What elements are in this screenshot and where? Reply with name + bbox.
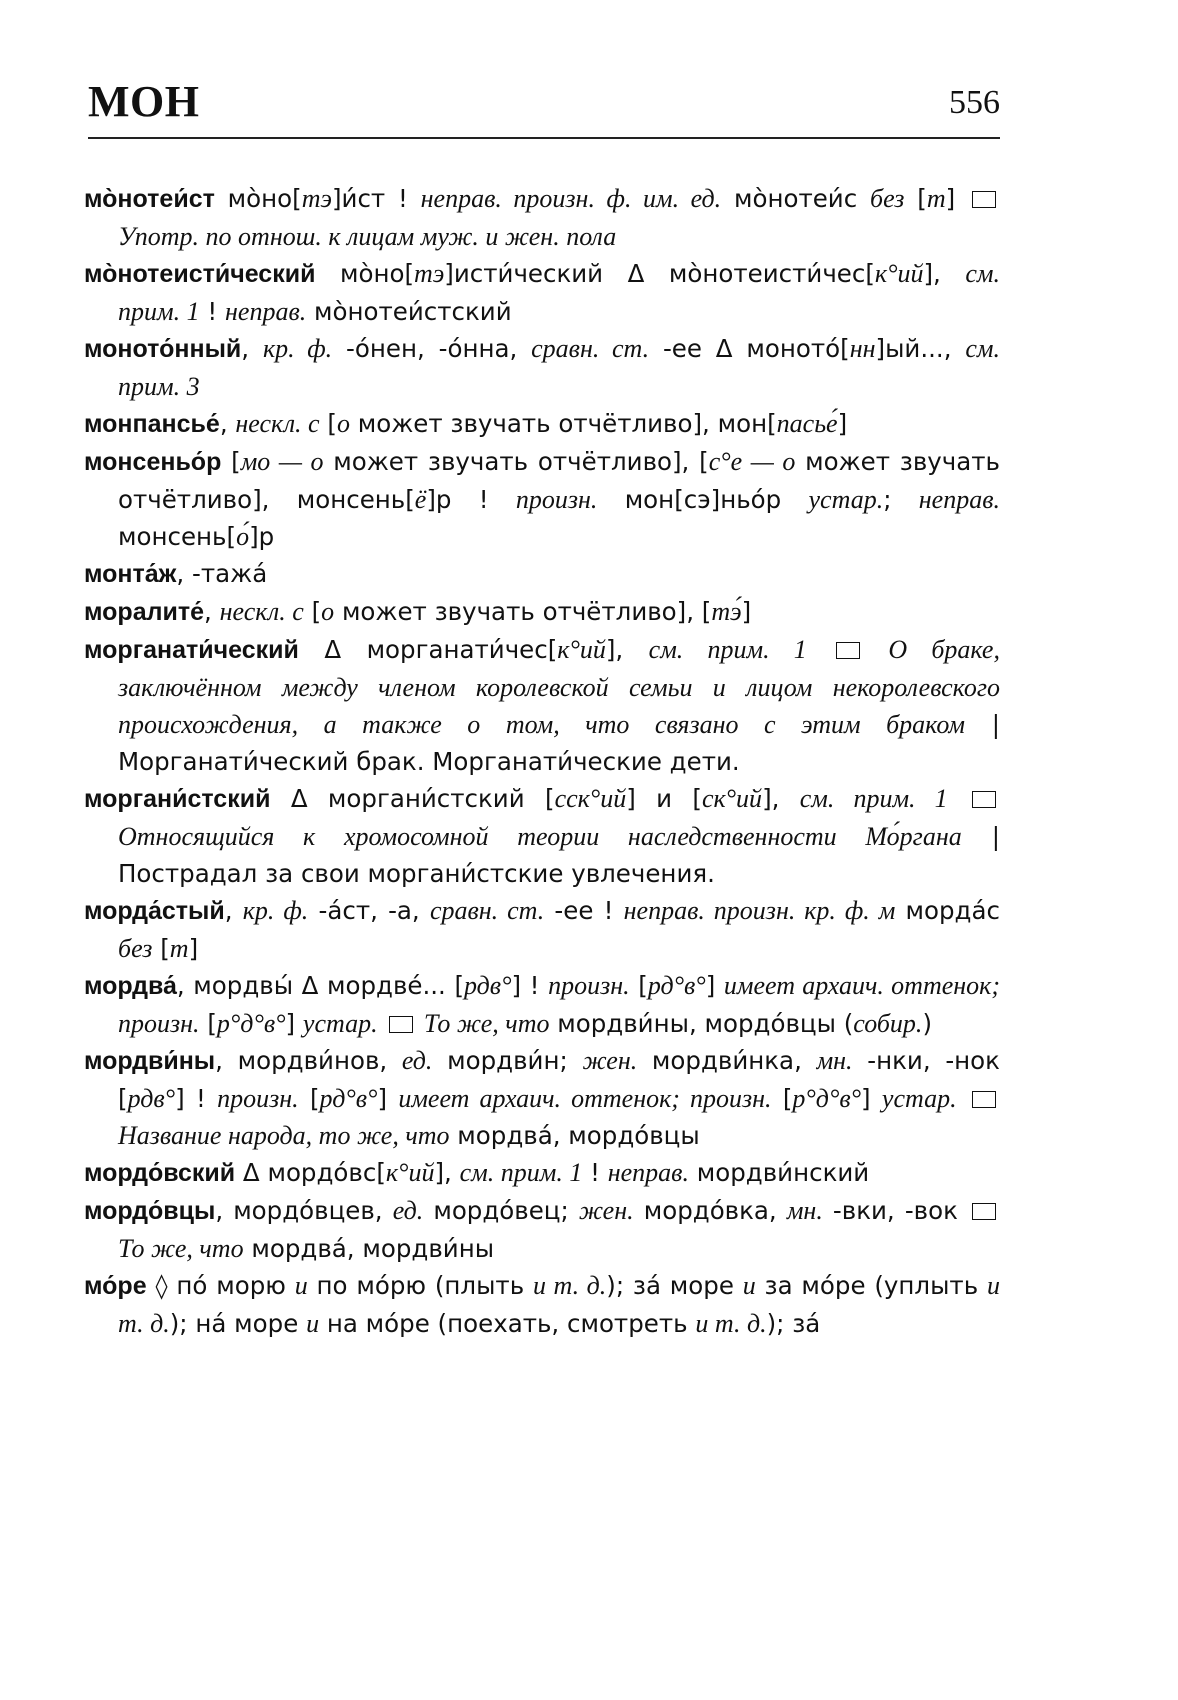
headword: мордо́вский bbox=[84, 1159, 236, 1187]
headword: мордо́вцы bbox=[84, 1197, 216, 1225]
entry-text: [ bbox=[221, 447, 241, 476]
entry-text: ◊ по́ морю bbox=[146, 1271, 295, 1300]
dictionary-entry bbox=[84, 180, 1000, 255]
italic-note: см. прим. 1 bbox=[118, 259, 1001, 326]
entry-text: мордви́нка, bbox=[637, 1046, 817, 1075]
italic-note: тэ bbox=[414, 259, 445, 288]
entry-text: мон[сэ]ньо́р bbox=[597, 485, 809, 514]
headword: морда́стый bbox=[84, 897, 225, 925]
entry-text: , bbox=[219, 409, 236, 438]
italic-note: кр. ф. bbox=[242, 896, 309, 925]
entry-text: ]р ! bbox=[426, 485, 516, 514]
italic-note: сравн. ст. bbox=[531, 334, 650, 363]
italic-note: см. прим. 1 bbox=[799, 784, 948, 813]
italic-note: имеет архаич. оттенок; произн. bbox=[398, 1084, 772, 1113]
entry-text bbox=[807, 635, 832, 664]
entry-text bbox=[957, 1084, 968, 1113]
italic-note: ед. bbox=[401, 1046, 433, 1075]
headword: моното́нный bbox=[84, 335, 242, 363]
italic-note: к°ий bbox=[385, 1158, 435, 1187]
entry-text: [ bbox=[319, 409, 337, 438]
entry-text: мо̀но[ bbox=[214, 184, 302, 213]
entry-text: монсень[ bbox=[118, 522, 237, 551]
italic-note: к°ий bbox=[874, 259, 924, 288]
italic-note: тэ bbox=[301, 184, 332, 213]
italic-note: Название народа, то же, что bbox=[118, 1121, 450, 1150]
entry-text: ]р bbox=[249, 522, 275, 551]
entry-text: мордви́ны, мордо́вцы ( bbox=[549, 1009, 854, 1038]
entry-text: , -тажа́ bbox=[176, 559, 268, 588]
italic-note: и bbox=[294, 1271, 308, 1300]
italic-note: неправ. произн. кр. ф. м bbox=[623, 896, 896, 925]
headword: мо̀нотеисти́ческий bbox=[84, 260, 316, 288]
entry-text: мордва́, мордо́вцы bbox=[449, 1121, 700, 1150]
italic-note: Употр. по отнош. к лицам муж. и жен. пола bbox=[118, 222, 617, 251]
italic-note: Относящийся к хромосомной теории наследственности Мо́ргана bbox=[118, 822, 962, 851]
italic-note: р°д°в° bbox=[792, 1084, 862, 1113]
italic-note: рд°в° bbox=[319, 1084, 378, 1113]
italic-note: тэ́ bbox=[711, 597, 742, 626]
entry-text: по мо́рю (плыть bbox=[307, 1271, 533, 1300]
running-head: МОН bbox=[88, 77, 200, 126]
dictionary-entry bbox=[84, 1192, 1000, 1267]
italic-note: и bbox=[306, 1309, 320, 1338]
dictionary-entry bbox=[84, 1154, 1000, 1192]
entry-text: ] bbox=[861, 1084, 882, 1113]
italic-note: То же, что bbox=[118, 1234, 244, 1263]
italic-note: ё bbox=[414, 485, 427, 514]
headword: монпансье́ bbox=[84, 410, 220, 438]
entry-text: -ее Δ моното́[ bbox=[649, 334, 850, 363]
italic-note: ск°ий bbox=[701, 784, 763, 813]
italic-note: с°е — о bbox=[708, 447, 796, 476]
definition-box-icon bbox=[972, 1091, 996, 1108]
entry-text: , bbox=[241, 334, 263, 363]
italic-note: устар. bbox=[808, 485, 884, 514]
italic-note: жен. bbox=[578, 1196, 634, 1225]
italic-note: сск°ий bbox=[554, 784, 627, 813]
dictionary-entry bbox=[84, 967, 1000, 1042]
entry-text: мо̀но[ bbox=[315, 259, 415, 288]
italic-note: ед. bbox=[392, 1196, 424, 1225]
header-rule bbox=[88, 137, 1000, 139]
entry-text: ] ! bbox=[175, 1084, 218, 1113]
italic-note: неправ. bbox=[607, 1158, 689, 1187]
italic-note: мо — о bbox=[240, 447, 324, 476]
entry-text: ] ! bbox=[511, 971, 549, 1000]
entry-text: [ bbox=[298, 1084, 320, 1113]
entry-text: -нки, -нок [ bbox=[118, 1046, 1000, 1113]
definition-box-icon bbox=[972, 191, 996, 208]
dictionary-entry bbox=[84, 405, 1000, 443]
entry-text: мо̀нотеи́стский bbox=[306, 297, 512, 326]
headword: мордва́ bbox=[84, 972, 177, 1000]
entry-text: мордви́нский bbox=[688, 1158, 870, 1187]
italic-note: о bbox=[336, 409, 350, 438]
dictionary-entry bbox=[84, 255, 1000, 330]
italic-note: рдв° bbox=[127, 1084, 176, 1113]
entry-text: ! bbox=[582, 1158, 608, 1187]
italic-note: см. прим. 1 bbox=[459, 1158, 583, 1187]
entry-text: ) bbox=[922, 1009, 932, 1038]
italic-note: нескл. с bbox=[219, 597, 304, 626]
page-header bbox=[88, 76, 1000, 128]
italic-note: и т. д. bbox=[118, 1271, 1000, 1338]
italic-note: мн. bbox=[816, 1046, 853, 1075]
entry-text bbox=[378, 1009, 386, 1038]
italic-note: пасье́ bbox=[776, 409, 838, 438]
italic-note: собир. bbox=[853, 1009, 923, 1038]
entry-text: [ bbox=[904, 184, 927, 213]
italic-note: неправ. bbox=[225, 297, 307, 326]
entry-text: Δ мордо́вс[ bbox=[235, 1158, 386, 1187]
definition-box-icon bbox=[972, 791, 996, 808]
entry-text: , мордвы́ Δ мордве́... [ bbox=[176, 971, 464, 1000]
italic-note: о bbox=[321, 597, 335, 626]
italic-note: имеет архаич. оттенок; произн. bbox=[118, 971, 1000, 1038]
dictionary-entry bbox=[84, 330, 1000, 405]
entry-text: ] bbox=[837, 409, 848, 438]
italic-note: см. прим. 3 bbox=[118, 334, 1000, 401]
entry-text bbox=[948, 784, 968, 813]
entry-text: ); на́ море bbox=[169, 1309, 307, 1338]
italic-note: рд°в° bbox=[647, 971, 706, 1000]
definition-box-icon bbox=[389, 1016, 413, 1033]
headword: монсеньо́р bbox=[84, 448, 222, 476]
dictionary-entry bbox=[84, 443, 1000, 555]
italic-note: кр. ф. bbox=[262, 334, 333, 363]
italic-note: о́ bbox=[236, 522, 250, 551]
entry-text: Δ моргани́стский [ bbox=[270, 784, 555, 813]
entry-text: может звучать отчётливо], монсень[ bbox=[118, 447, 1000, 514]
entry-text: ], bbox=[434, 1158, 460, 1187]
entry-text: [ bbox=[303, 597, 322, 626]
entry-text: может звучать отчётливо], мон[ bbox=[349, 409, 777, 438]
italic-note: без bbox=[118, 934, 153, 963]
entry-text: Δ морганати́чес[ bbox=[298, 635, 558, 664]
italic-note: нн bbox=[849, 334, 876, 363]
entry-text: ] и [ bbox=[626, 784, 702, 813]
italic-note: устар. bbox=[881, 1084, 957, 1113]
entry-text: ] bbox=[741, 597, 752, 626]
headword: мо́ре bbox=[84, 1272, 147, 1300]
italic-note: О браке, заключённом между членом королевской семьи и лицом некоролевского происхождения, а также о том, что связано с этим браком bbox=[118, 635, 1000, 739]
entry-text: мордви́н; bbox=[432, 1046, 583, 1075]
dictionary-entry bbox=[84, 1267, 1000, 1342]
italic-note: мн. bbox=[786, 1196, 823, 1225]
entry-text: за мо́ре (уплыть bbox=[755, 1271, 987, 1300]
italic-note: и bbox=[742, 1271, 756, 1300]
entry-text: может звучать отчётливо], [ bbox=[334, 597, 712, 626]
headword: морганати́ческий bbox=[84, 636, 299, 664]
italic-note: сравн. ст. bbox=[429, 896, 545, 925]
headword: монта́ж bbox=[84, 560, 177, 588]
entry-text: ); за́ bbox=[766, 1309, 821, 1338]
entry-text: -вки, -вок bbox=[822, 1196, 968, 1225]
italic-note: неправ. bbox=[918, 485, 1000, 514]
definition-box-icon bbox=[972, 1203, 996, 1220]
entry-text: ! bbox=[199, 297, 225, 326]
dictionary-entry bbox=[84, 631, 1000, 780]
italic-note: см. прим. 1 bbox=[648, 635, 807, 664]
entry-text: мо̀нотеи́с bbox=[721, 184, 871, 213]
italic-note: и т. д. bbox=[695, 1309, 767, 1338]
italic-note: То же, что bbox=[417, 1009, 550, 1038]
headword: моргани́стский bbox=[84, 785, 271, 813]
headword: моралите́ bbox=[84, 598, 205, 626]
italic-note: р°д°в° bbox=[216, 1009, 286, 1038]
entry-text: ] bbox=[285, 1009, 303, 1038]
entry-text: ]исти́ческий Δ мо̀нотеисти́чес[ bbox=[444, 259, 875, 288]
dictionary-entry bbox=[84, 892, 1000, 967]
entry-text: [ bbox=[629, 971, 648, 1000]
page-number: 556 bbox=[949, 84, 1000, 121]
entry-text: ); за́ море bbox=[606, 1271, 743, 1300]
headword: мо̀нотеи́ст bbox=[84, 185, 215, 213]
entry-text: , bbox=[204, 597, 220, 626]
entry-text: ] bbox=[188, 934, 199, 963]
italic-note: т bbox=[169, 934, 189, 963]
entry-text: | Морганати́ческий брак. Морганати́ческие дети. bbox=[118, 710, 1000, 776]
entry-text: ] bbox=[377, 1084, 399, 1113]
italic-note: без bbox=[870, 184, 905, 213]
entry-text: -а́ст, -а, bbox=[308, 896, 430, 925]
entry-text: -ее ! bbox=[544, 896, 624, 925]
entry-text: , bbox=[224, 896, 243, 925]
italic-note: произн. bbox=[515, 485, 598, 514]
entry-text: ] bbox=[705, 971, 724, 1000]
entry-text: ]и́ст ! bbox=[331, 184, 421, 213]
entry-text: ] bbox=[945, 184, 968, 213]
entry-text: ], bbox=[762, 784, 800, 813]
entry-text: ]ый..., bbox=[875, 334, 966, 363]
italic-note: к°ий bbox=[557, 635, 606, 664]
italic-note: произн. bbox=[548, 971, 630, 1000]
entry-text: на мо́ре (поехать, смотреть bbox=[319, 1309, 696, 1338]
entry-text: ], bbox=[923, 259, 966, 288]
dictionary-entry bbox=[84, 780, 1000, 892]
italic-note: неправ. произн. ф. им. ед. bbox=[420, 184, 722, 213]
entry-text: морда́с bbox=[895, 896, 1000, 925]
entry-text: ; bbox=[883, 485, 919, 514]
definition-box-icon bbox=[836, 642, 860, 659]
italic-note: жен. bbox=[582, 1046, 638, 1075]
entry-text: мордва́, мордви́ны bbox=[243, 1234, 495, 1263]
entry-text: [ bbox=[152, 934, 170, 963]
entry-text: ], bbox=[605, 635, 649, 664]
entry-text: , мордо́вцев, bbox=[215, 1196, 393, 1225]
entry-text: | Пострадал за свои моргани́стские увлечения. bbox=[118, 822, 1000, 888]
entry-text: [ bbox=[771, 1084, 793, 1113]
dictionary-entry bbox=[84, 593, 1000, 631]
italic-note: рдв° bbox=[464, 971, 512, 1000]
entry-text: может звучать отчётливо], [ bbox=[323, 447, 709, 476]
entry-text: мордо́вка, bbox=[633, 1196, 787, 1225]
italic-note: устар. bbox=[302, 1009, 378, 1038]
italic-note: нескл. с bbox=[235, 409, 320, 438]
italic-note: т bbox=[926, 184, 946, 213]
italic-note: и т. д. bbox=[532, 1271, 607, 1300]
dictionary-entry bbox=[84, 1042, 1000, 1154]
entry-text: [ bbox=[199, 1009, 217, 1038]
headword: мордви́ны bbox=[84, 1047, 216, 1075]
dictionary-entry bbox=[84, 555, 1000, 593]
entry-text: -о́нен, -о́нна, bbox=[332, 334, 532, 363]
entry-text: мордо́вец; bbox=[423, 1196, 579, 1225]
dictionary-entries bbox=[84, 180, 1000, 1342]
entry-text: , мордви́нов, bbox=[215, 1046, 402, 1075]
italic-note: произн. bbox=[217, 1084, 299, 1113]
